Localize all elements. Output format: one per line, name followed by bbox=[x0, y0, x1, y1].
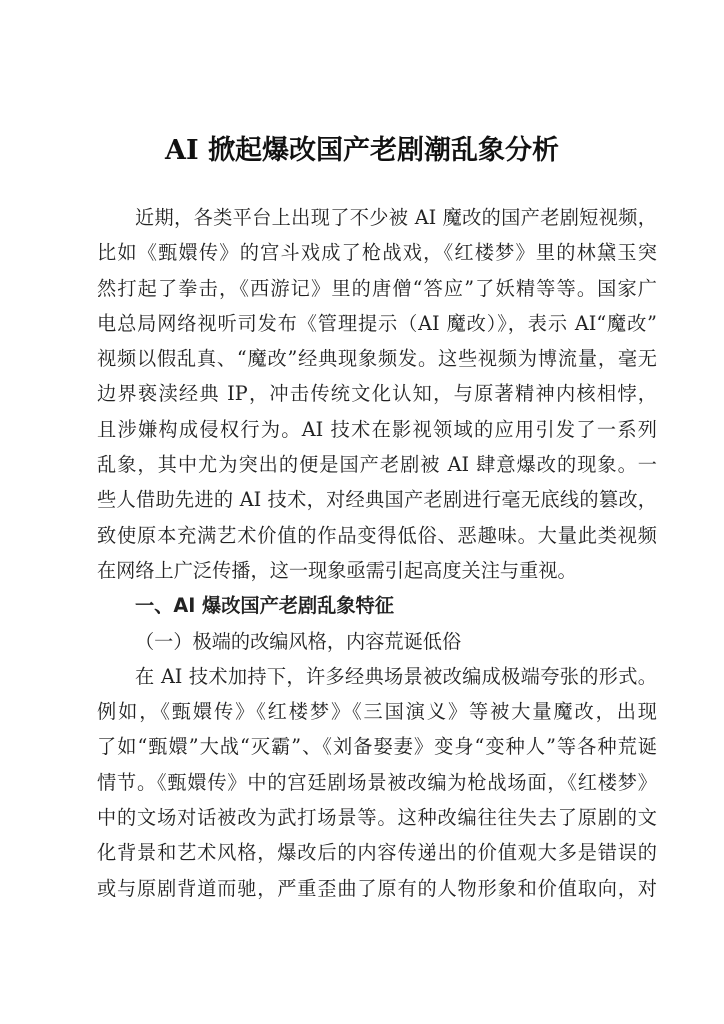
paragraph-line: 了如“甄嬛”大战“灭霸”、《刘备娶妻》变身“变种人”等各种荒诞 bbox=[97, 735, 657, 759]
section-heading: 一、AI 爆改国产老剧乱象特征 bbox=[135, 594, 394, 618]
paragraph-line: 乱象，其中尤为突出的便是国产老剧被 AI 肆意爆改的现象。一 bbox=[97, 453, 657, 477]
paragraph-line: 情节。《甄嬛传》中的宫廷剧场景被改编为枪战场面，《红楼梦》 bbox=[97, 770, 657, 794]
document-body bbox=[97, 200, 657, 906]
subsection-heading: （一）极端的改编风格，内容荒诞低俗 bbox=[135, 629, 462, 653]
paragraph-line: 比如《甄嬛传》的宫斗戏成了枪战戏，《红楼梦》里的林黛玉突 bbox=[97, 241, 657, 265]
paragraph-line: 电总局网络视听司发布《管理提示（AI 魔改）》，表示 AI“魔改” bbox=[97, 311, 657, 335]
paragraph-line: 边界亵渎经典 IP，冲击传统文化认知，与原著精神内核相悖， bbox=[97, 382, 657, 406]
paragraph-line: 然打起了拳击，《西游记》里的唐僧“答应”了妖精等等。国家广 bbox=[97, 276, 657, 300]
paragraph-line: 中的文场对话被改为武打场景等。这种改编往往失去了原剧的文 bbox=[97, 806, 657, 830]
paragraph-line: 致使原本充满艺术价值的作品变得低俗、恶趣味。大量此类视频 bbox=[97, 523, 657, 547]
paragraph-line: 在 AI 技术加持下，许多经典场景被改编成极端夸张的形式。 bbox=[135, 664, 657, 688]
document-title: AI 掀起爆改国产老剧潮乱象分析 bbox=[165, 135, 559, 166]
paragraph-line: 或与原剧背道而驰，严重歪曲了原有的人物形象和价值取向，对 bbox=[97, 876, 657, 900]
paragraph-line: 化背景和艺术风格，爆改后的内容传递出的价值观大多是错误的 bbox=[97, 841, 657, 865]
paragraph-line: 在网络上广泛传播，这一现象亟需引起高度关注与重视。 bbox=[97, 558, 577, 582]
paragraph-line: 且涉嫌构成侵权行为。AI 技术在影视领域的应用引发了一系列 bbox=[97, 417, 657, 441]
paragraph-line: 视频以假乱真、“魔改”经典现象频发。这些视频为博流量，毫无 bbox=[97, 347, 657, 371]
paragraph-line: 例如，《甄嬛传》《红楼梦》《三国演义》等被大量魔改，出现 bbox=[97, 700, 657, 724]
paragraph-line: 些人借助先进的 AI 技术，对经典国产老剧进行毫无底线的篡改， bbox=[97, 488, 657, 512]
paragraph-line: 近期，各类平台上出现了不少被 AI 魔改的国产老剧短视频， bbox=[135, 206, 657, 229]
